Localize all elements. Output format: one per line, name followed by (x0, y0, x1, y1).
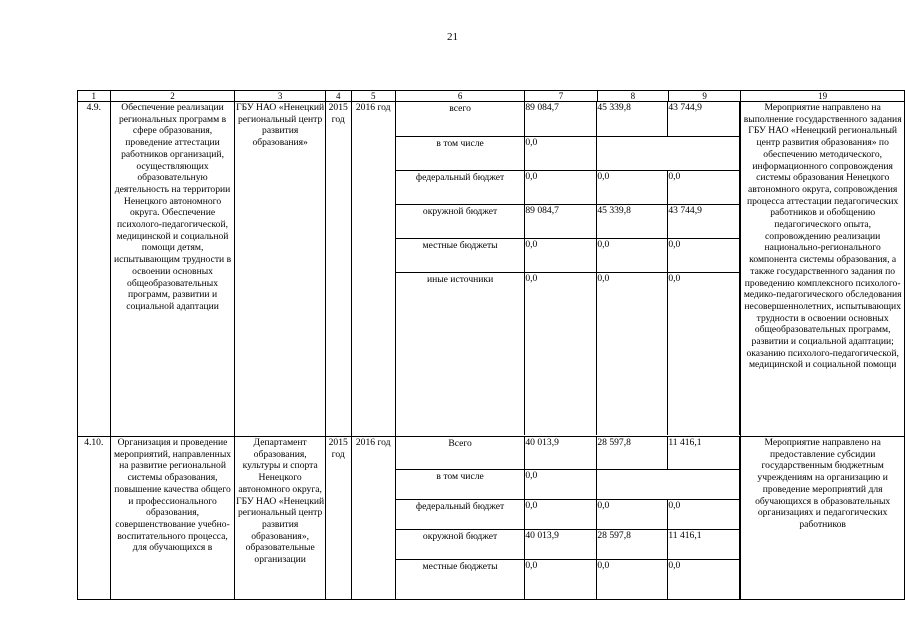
funding-2015: 28 597,8 (597, 437, 668, 469)
table-row (78, 437, 905, 600)
funding-total: 89 084,7 (525, 204, 597, 238)
year-start: 2015 год (325, 437, 351, 600)
funding-total: 0,0 (525, 136, 597, 170)
activity-title: Обеспечение реализации региональных программ в сфере образования, проведение аттестации работников организаций, осуществляющих образовательную деятельность на территории Ненецкого автономного округа. Обеспечение психолого-педагогической, медицинской и социальной помощи детям, испытывающим трудности в освоении основных общеобразовательных программ, развитии и социальной адаптации (110, 102, 235, 437)
funding-row (396, 529, 740, 559)
funding-label: местные бюджеты (396, 559, 525, 599)
funding-2015: 0,0 (597, 559, 668, 599)
funding-label: местные бюджеты (396, 238, 525, 272)
funding-row (396, 469, 740, 499)
column-header: 2 (110, 91, 235, 102)
funding-2016: 0,0 (668, 272, 740, 435)
year-end: 2016 год (351, 437, 395, 600)
funding-label: Всего (396, 437, 525, 469)
executor: ГБУ НАО «Ненецкий региональный центр развития образования» (235, 102, 325, 437)
column-header: 19 (741, 91, 905, 102)
funding-subtable (396, 102, 741, 435)
funding-row (396, 437, 740, 469)
column-header: 6 (395, 91, 525, 102)
funding-2015: 45 339,8 (597, 204, 668, 238)
activity-note: Мероприятие направлено на предоставление субсидии государственным бюджетным учреждениям на организацию и проведение мероприятий для обучающихся в образовательных организациях и педагогических работников (741, 437, 905, 600)
row-number: 4.10. (78, 437, 111, 600)
funding-row (396, 238, 740, 272)
funding-2015: 28 597,8 (597, 529, 668, 559)
funding-row (396, 559, 740, 599)
funding-label: федеральный бюджет (396, 499, 525, 529)
column-header: 4 (325, 91, 351, 102)
funding-subtable (396, 437, 741, 599)
activity-title: Организация и проведение мероприятий, направленных на развитие региональной системы образования, повышение качества общего и профессионального образования, совершенствование учебно-воспитательного процесса, для обучающихся в (110, 437, 235, 600)
funding-label: федеральный бюджет (396, 170, 525, 204)
year-start: 2015 год (325, 102, 351, 437)
page-number: 21 (447, 31, 458, 43)
funding-2016: 43 744,9 (668, 204, 740, 238)
funding-row (396, 102, 740, 136)
funding-row (396, 136, 740, 170)
funding-2015: 0,0 (597, 170, 668, 204)
funding-label: всего (396, 102, 525, 136)
funding-total: 40 013,9 (525, 437, 597, 469)
funding-2015: 0,0 (597, 499, 668, 529)
column-header: 5 (351, 91, 395, 102)
funding-label: окружной бюджет (396, 204, 525, 238)
funding-2015: 0,0 (597, 238, 668, 272)
funding-2016: 0,0 (668, 499, 740, 529)
column-header: 3 (235, 91, 325, 102)
column-number-row (78, 91, 905, 102)
funding-label: иные источники (396, 272, 525, 435)
funding-2016: 11 416,1 (668, 529, 740, 559)
funding-block (395, 102, 741, 437)
column-header: 9 (669, 91, 741, 102)
funding-block (395, 437, 741, 600)
year-end: 2016 год (351, 102, 395, 437)
funding-2016: 0,0 (668, 170, 740, 204)
funding-label: в том числе (396, 136, 525, 170)
executor: Департамент образования, культуры и спорта Ненецкого автономного округа, ГБУ НАО «Ненецкий региональный центр развития образования», образовательные организации (235, 437, 325, 600)
funding-total: 0,0 (525, 499, 597, 529)
funding-row (396, 204, 740, 238)
funding-row (396, 272, 740, 435)
funding-empty (597, 469, 740, 499)
funding-total: 89 084,7 (525, 102, 597, 136)
funding-total: 0,0 (525, 170, 597, 204)
funding-2015: 0,0 (597, 272, 668, 435)
column-header: 1 (78, 91, 111, 102)
program-activities-table (77, 90, 905, 600)
funding-empty (597, 136, 740, 170)
funding-label: окружной бюджет (396, 529, 525, 559)
funding-total: 0,0 (525, 272, 597, 435)
column-header: 7 (525, 91, 597, 102)
funding-2016: 43 744,9 (668, 102, 740, 136)
row-number: 4.9. (78, 102, 111, 437)
funding-total: 40 013,9 (525, 529, 597, 559)
funding-total: 0,0 (525, 238, 597, 272)
funding-2015: 45 339,8 (597, 102, 668, 136)
activity-note: Мероприятие направлено на выполнение государственного задания ГБУ НАО «Ненецкий региональный центр развития образования» по обеспечению методического, информационного сопровождения системы образования Ненецкого автономного округа, сопровождения процесса аттестации педагогических работников и обобщению педагогического опыта, сопровождению реализации национально-регионального компонента системы образования, а также государственного задания по проведению комплексного психолого-медико-педагогического обследования несовершеннолетних, испытывающих трудности в освоении основных общеобразовательных программ, развитии и социальной адаптации; оказанию психолого-педагогической, медицинской и социальной помощи (741, 102, 905, 437)
funding-row (396, 499, 740, 529)
funding-total: 0,0 (525, 559, 597, 599)
funding-row (396, 170, 740, 204)
funding-2016: 0,0 (668, 238, 740, 272)
column-header: 8 (597, 91, 668, 102)
funding-2016: 11 416,1 (668, 437, 740, 469)
funding-label: в том числе (396, 469, 525, 499)
funding-2016: 0,0 (668, 559, 740, 599)
table-row (78, 102, 905, 437)
funding-total: 0,0 (525, 469, 597, 499)
